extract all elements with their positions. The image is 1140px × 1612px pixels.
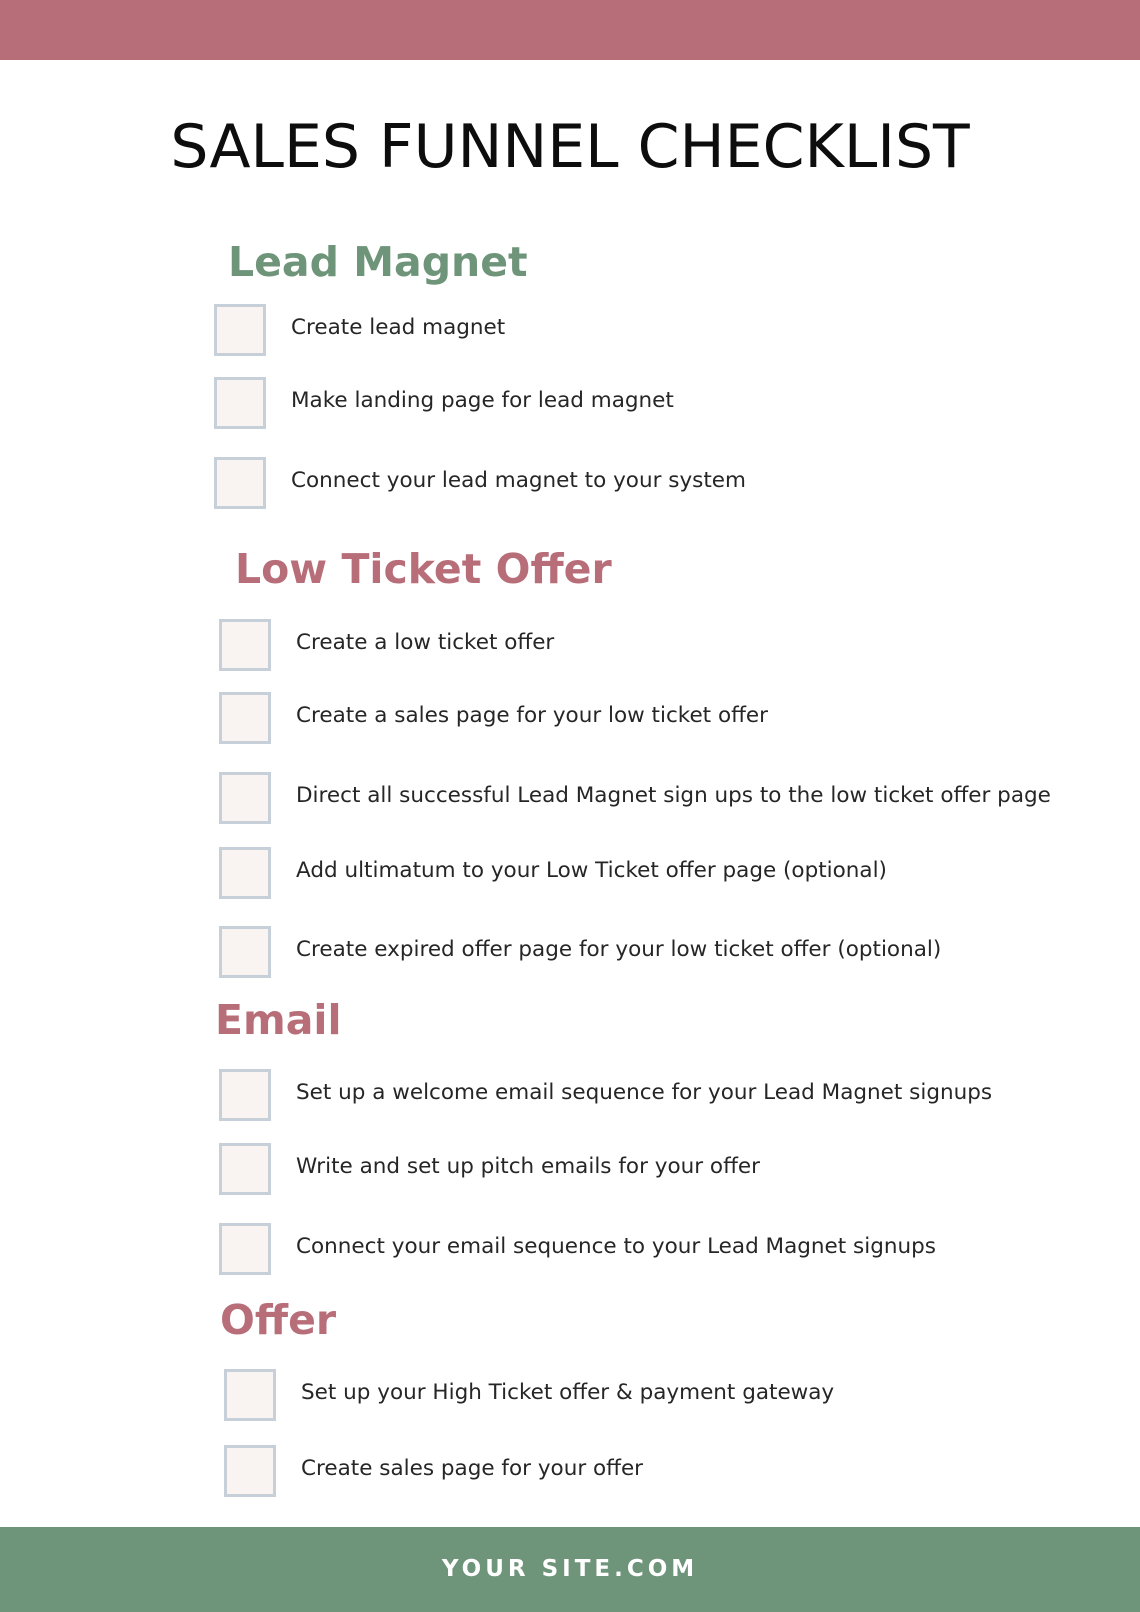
checkbox[interactable]	[219, 926, 271, 978]
checkbox[interactable]	[214, 304, 266, 356]
checklist-item-label: Create a sales page for your low ticket offer	[296, 703, 768, 728]
checkbox[interactable]	[219, 692, 271, 744]
checklist-item-label: Create expired offer page for your low ticket offer (optional)	[296, 937, 942, 962]
checkbox[interactable]	[219, 1069, 271, 1121]
checklist-item-label: Direct all successful Lead Magnet sign ups to the low ticket offer page	[296, 783, 1051, 808]
checkbox[interactable]	[214, 377, 266, 429]
checklist-item-label: Set up a welcome email sequence for your Lead Magnet signups	[296, 1080, 993, 1105]
footer-site-link[interactable]: YOUR SITE.COM	[441, 1556, 699, 1582]
page-title: SALES FUNNEL CHECKLIST	[170, 112, 970, 182]
checkbox[interactable]	[224, 1369, 276, 1421]
checklist-item-label: Make landing page for lead magnet	[291, 388, 674, 413]
top-banner	[0, 0, 1140, 60]
checkbox[interactable]	[219, 1223, 271, 1275]
checkbox[interactable]	[219, 1143, 271, 1195]
checklist-item-label: Connect your email sequence to your Lead Magnet signups	[296, 1234, 936, 1259]
section-heading-offer: Offer	[220, 1296, 337, 1344]
checkbox[interactable]	[214, 457, 266, 509]
checklist-item-label: Create lead magnet	[291, 315, 506, 340]
checklist-item-label: Create a low ticket offer	[296, 630, 555, 655]
section-heading-low-ticket-offer: Low Ticket Offer	[235, 545, 612, 593]
checkbox[interactable]	[219, 772, 271, 824]
checklist-item-label: Create sales page for your offer	[301, 1456, 644, 1481]
section-heading-lead-magnet: Lead Magnet	[228, 238, 528, 286]
section-heading-email: Email	[215, 996, 342, 1044]
checklist-item-label: Add ultimatum to your Low Ticket offer page (optional)	[296, 858, 887, 883]
checkbox[interactable]	[219, 847, 271, 899]
checkbox[interactable]	[224, 1445, 276, 1497]
checklist-item-label: Write and set up pitch emails for your offer	[296, 1154, 760, 1179]
checkbox[interactable]	[219, 619, 271, 671]
checklist-item-label: Connect your lead magnet to your system	[291, 468, 746, 493]
checklist-item-label: Set up your High Ticket offer & payment gateway	[301, 1380, 835, 1405]
